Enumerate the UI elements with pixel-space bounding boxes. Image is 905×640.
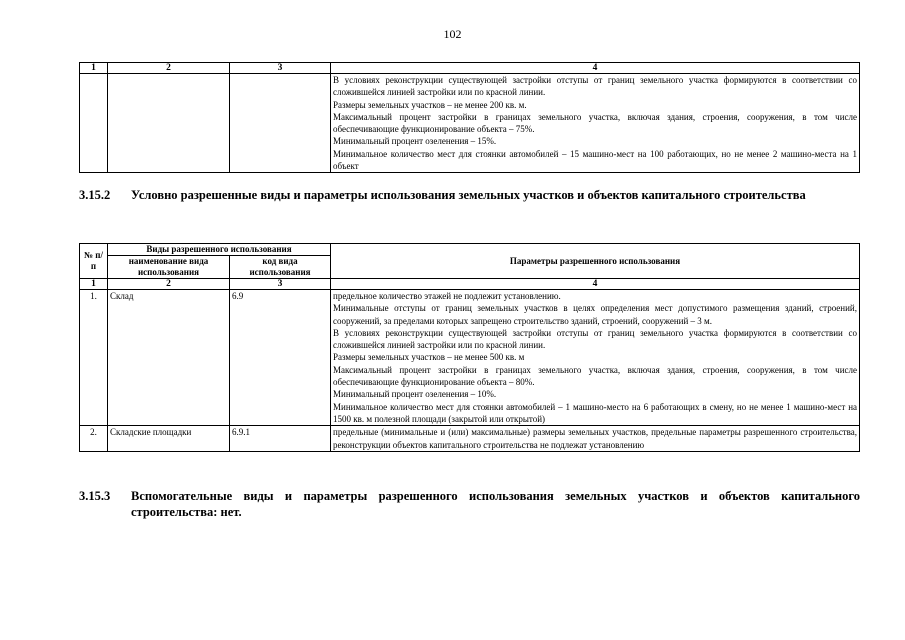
table-row [80,426,860,452]
header-name: наименование вида использования [108,256,230,279]
col-number: 1 [80,63,108,74]
col-number: 1 [80,279,108,290]
row-num-cell: 1. [80,290,108,426]
code-cell: 6.9.1 [230,426,331,452]
param-line: Размеры земельных участков – не менее 500 кв. м [333,352,525,363]
param-line: Минимальные отступы от границ земельных участков в целях определения мест допустимого размещения зданий, строений, сооружений, за пределами которых запрещено строительство зданий, строений, сооружений – 3 м. [333,303,857,326]
page-number: 102 [443,27,462,41]
col-number: 2 [108,279,230,290]
row-num-cell [80,74,108,173]
section-number: 3.15.2 [79,188,111,202]
params-cell [331,74,860,173]
column-number-row [80,279,860,290]
col-number: 4 [331,279,860,290]
code-cell [230,74,331,173]
col-number: 3 [230,279,331,290]
col-number: 2 [108,63,230,74]
header-num: № п/п [80,244,108,279]
table-continuation [79,62,860,173]
section-number: 3.15.3 [79,489,111,503]
column-number-row [80,63,860,74]
param-line: Максимальный процент застройки в границах земельного участка, включая здания, строения, сооружения, в том числе обеспечивающие функционирование объекта – 80%. [333,364,857,388]
conditional-uses-table [79,243,860,452]
param-line: В условиях реконструкции существующей застройки отступы от границ земельного участка формируются в соответствии со сложившейся линией застройки или по красной линии. [333,75,857,98]
param-line: В условиях реконструкции существующей застройки отступы от границ земельного участка формируются в соответствии со сложившейся линией застройки или по красной линии. [333,327,857,351]
param-line: предельное количество этажей не подлежит установлению. [333,291,561,301]
code-cell: 6.9 [230,290,331,426]
header-group: Виды разрешенного использования [108,244,331,256]
table-row [80,74,860,173]
section-title: Условно разрешенные виды и параметры использования земельных участков и объектов капитального строительства [131,188,806,202]
col-number: 4 [331,63,860,74]
name-cell: Склад [108,290,230,426]
section-heading-3-15-3 [79,488,860,520]
params-cell [331,426,860,452]
params-cell [331,290,860,426]
row-num-cell: 2. [80,426,108,452]
param-line: Минимальный процент озеленения – 10%. [333,389,497,400]
param-line: Размеры земельных участков – не менее 200 кв. м. [333,99,527,110]
col-number: 3 [230,63,331,74]
name-cell [108,74,230,173]
header-code: код вида использования [230,256,331,279]
header-params: Параметры разрешенного использования [331,244,860,279]
param-line: Максимальный процент застройки в границах земельного участка, включая здания, строения, сооружения, в том числе обеспечивающие функционирование объекта – 75%. [333,111,857,135]
header-row [80,244,860,256]
param-line: Минимальное количество мест для стоянки автомобилей – 1 машино-место на 6 работающих в смену, но не менее 1 машино-мест на 1500 кв. м полезной площади (закрытой или открытой) [333,401,857,424]
param-line: предельные (минимальные и (или) максимальные) размеры земельных участков, предельные параметры разрешенного строительства, реконструкции объектов капитального строительства не подлежат установлению [333,427,857,450]
section-heading-3-15-2 [79,187,860,203]
table-row [80,290,860,426]
param-line: Минимальный процент озеленения – 15%. [333,136,497,147]
param-line: Минимальное количество мест для стоянки автомобилей – 15 машино-мест на 100 работающих, но не менее 2 машино-места на 1 объект [333,148,857,172]
name-cell: Складские площадки [108,426,230,452]
section-title: Вспомогательные виды и параметры разрешенного использования земельных участков и объектов капитального строительства: нет. [131,489,860,519]
